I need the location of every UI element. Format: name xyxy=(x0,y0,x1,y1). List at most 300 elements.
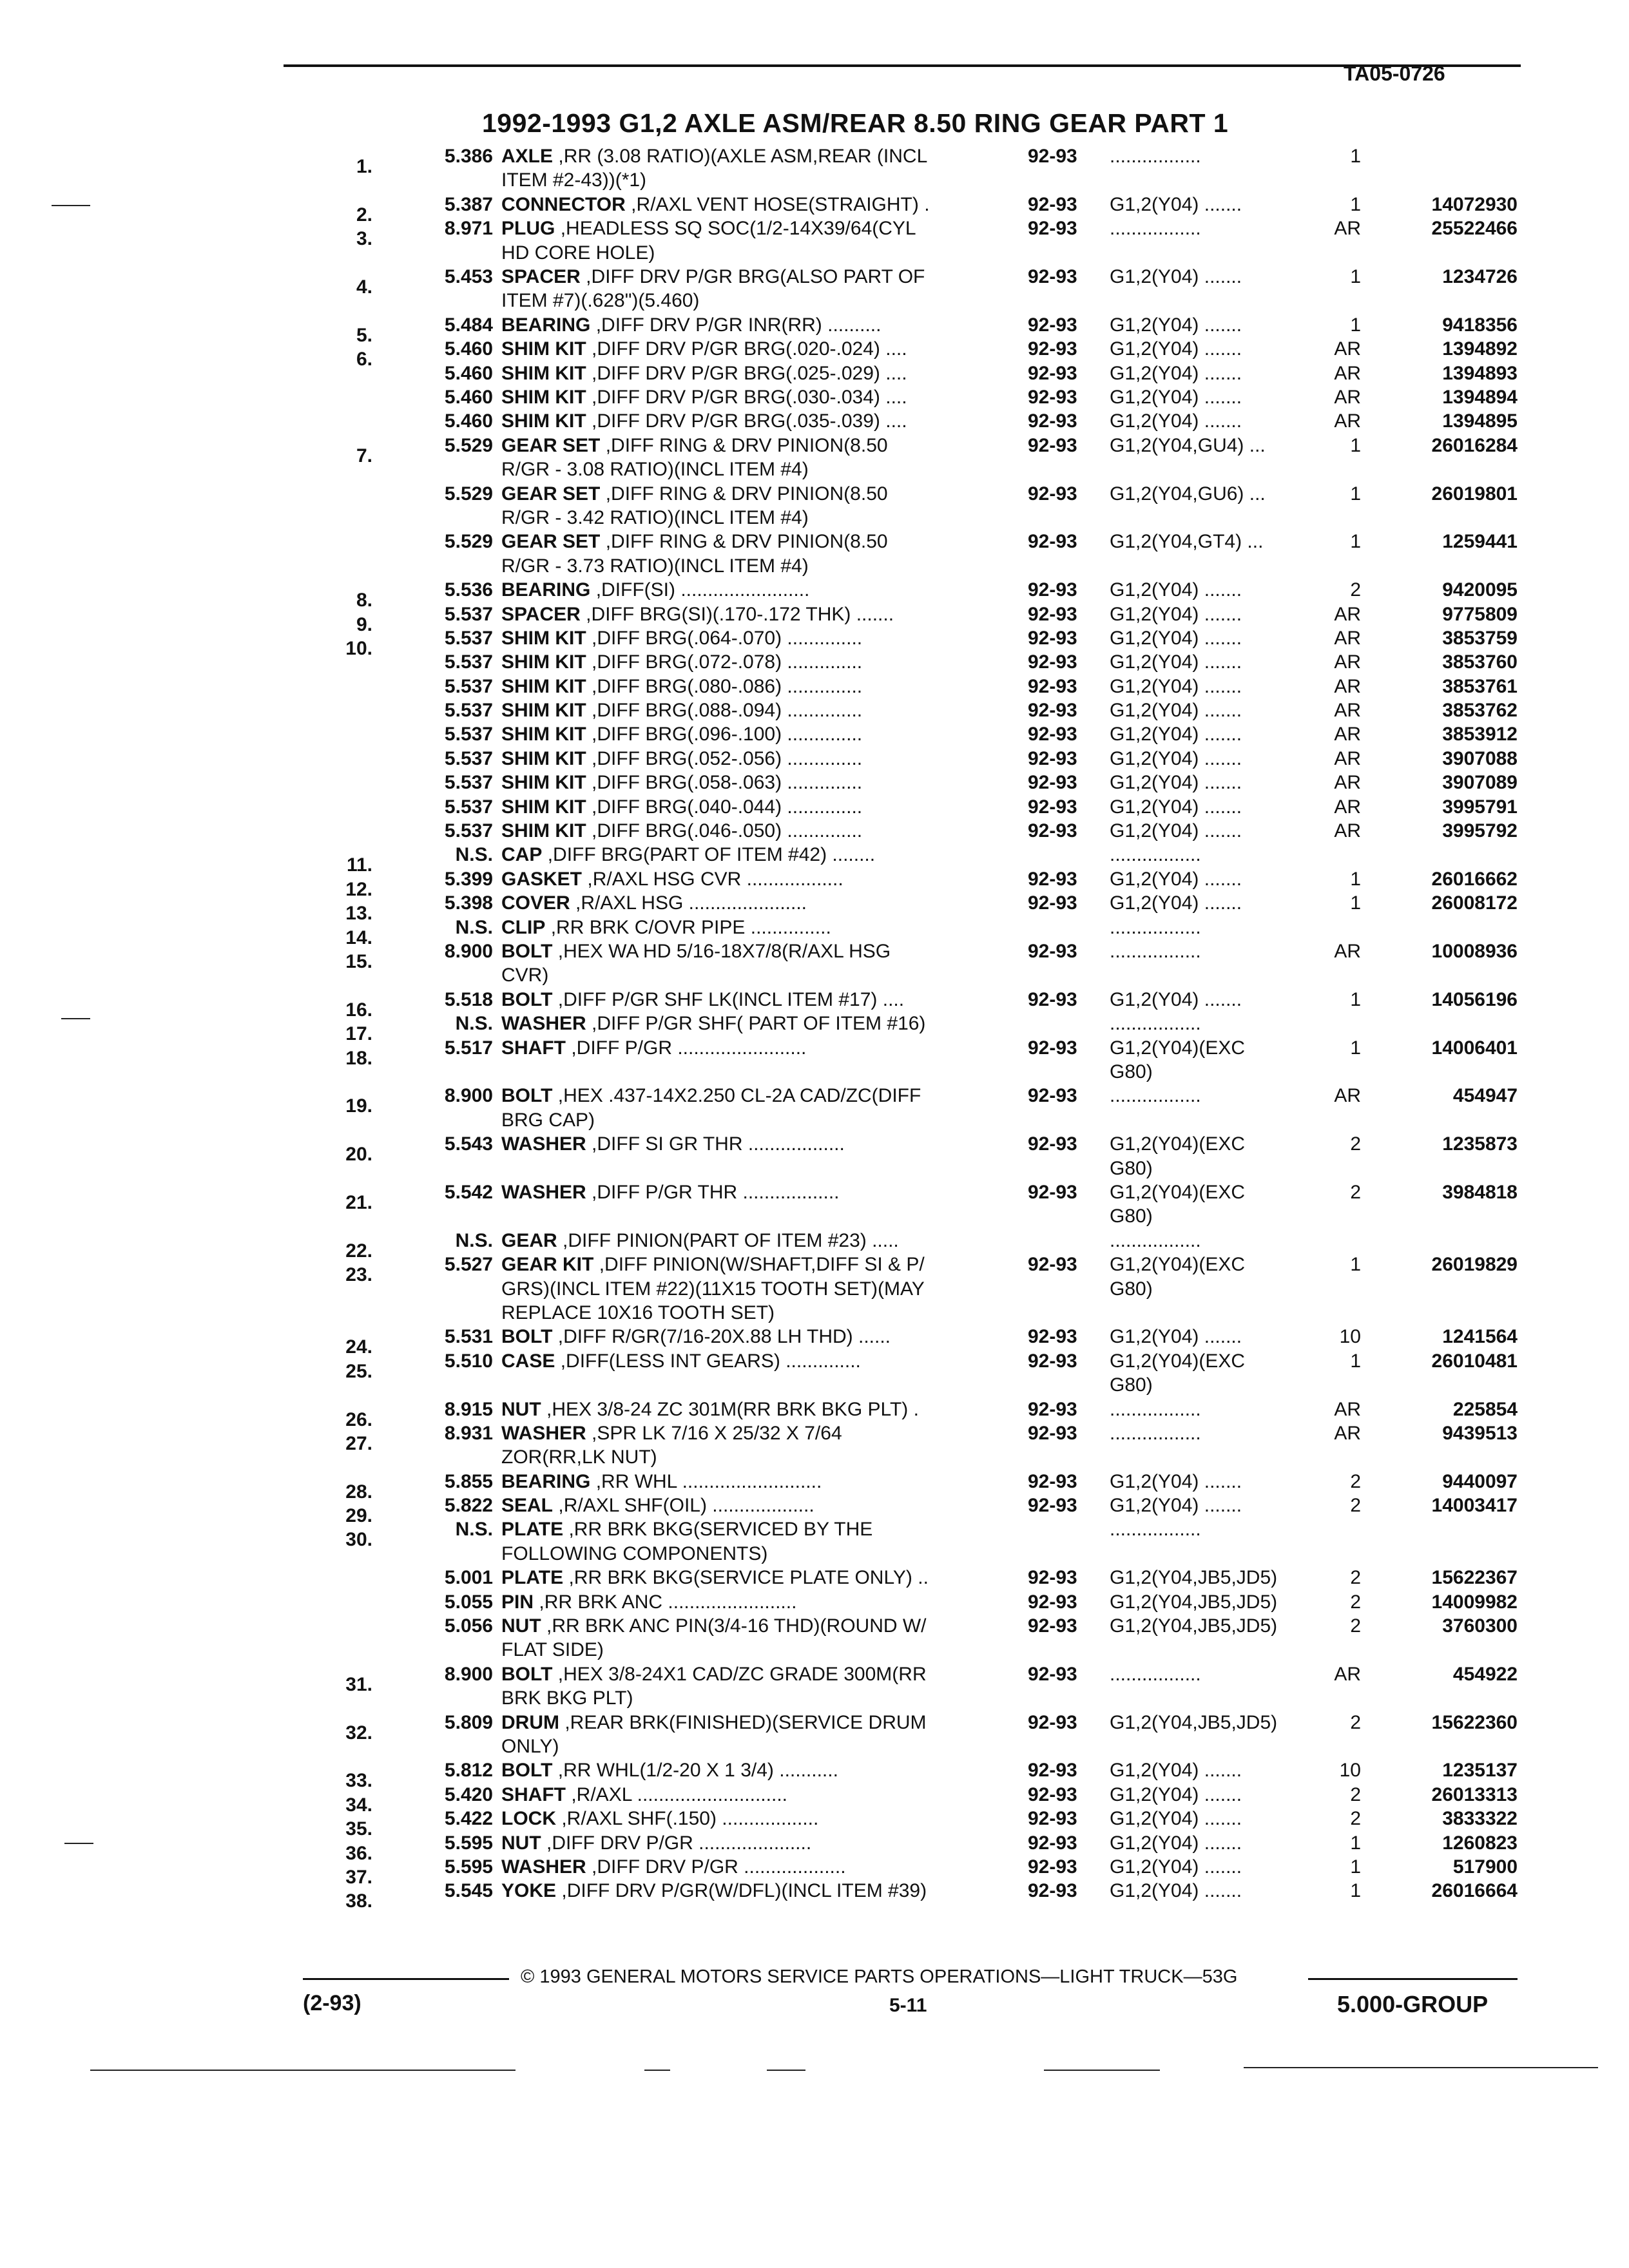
application: ................. xyxy=(1110,1229,1201,1251)
item-number: 24. xyxy=(345,1336,372,1358)
quantity: 1 xyxy=(1350,531,1361,553)
part-description: ,DIFF DRV P/GR BRG(.035-.039) .... xyxy=(592,410,907,432)
group-number: 5.543 xyxy=(444,1133,493,1155)
group-number: 5.537 xyxy=(444,603,493,625)
scan-mark xyxy=(1244,2067,1598,2068)
scan-mark xyxy=(64,1843,93,1844)
item-number: 3. xyxy=(356,228,372,250)
part-number: 225854 xyxy=(1452,1398,1518,1420)
item-number: 29. xyxy=(345,1505,372,1527)
application: G1,2(Y04,JB5,JD5) xyxy=(1110,1615,1278,1637)
part-description: ,DIFF P/GR THR .................. xyxy=(592,1181,840,1203)
part-number: 517900 xyxy=(1452,1856,1518,1878)
parts-row xyxy=(0,313,1629,346)
part-description: ,RR (3.08 RATIO)(AXLE ASM,REAR (INCL ITEM #2-43))(*1) xyxy=(501,146,928,191)
part-name: AXLE xyxy=(501,146,554,167)
part-name: SHIM KIT xyxy=(501,410,586,432)
description xyxy=(501,1662,1022,1711)
item-number: 34. xyxy=(345,1794,372,1816)
description xyxy=(501,337,1022,361)
quantity: 1 xyxy=(1350,314,1361,336)
application: G1,2(Y04,JB5,JD5) xyxy=(1110,1567,1278,1589)
description xyxy=(501,1855,1022,1879)
description xyxy=(501,409,1022,433)
group-number: 8.915 xyxy=(444,1398,493,1420)
part-number: 1394892 xyxy=(1442,338,1518,360)
application: G1,2(Y04) ....... xyxy=(1110,1326,1242,1348)
parts-row xyxy=(0,698,1629,722)
scan-mark xyxy=(90,2070,516,2071)
quantity: 1 xyxy=(1350,434,1361,456)
quantity: 1 xyxy=(1350,1856,1361,1878)
part-name: PLUG xyxy=(501,218,555,240)
part-name: SHAFT xyxy=(501,1037,566,1059)
part-number: 454947 xyxy=(1452,1085,1518,1107)
parts-row xyxy=(0,482,1629,530)
part-number: 26013313 xyxy=(1431,1783,1518,1805)
description xyxy=(501,675,1022,698)
page-number: 5-11 xyxy=(889,1995,927,2016)
parts-row xyxy=(0,1517,1629,1566)
application: G1,2(Y04) ....... xyxy=(1110,1880,1242,1902)
footer-rule-right xyxy=(1308,1978,1518,1980)
item-number: 36. xyxy=(345,1842,372,1864)
parts-row xyxy=(0,675,1629,698)
quantity: AR xyxy=(1334,796,1361,818)
parts-row xyxy=(0,1711,1629,1759)
years: 92-93 xyxy=(1028,1880,1077,1902)
scan-mark xyxy=(61,1018,90,1019)
item-number: 37. xyxy=(345,1867,372,1888)
part-number: 25522466 xyxy=(1431,218,1518,240)
scan-mark xyxy=(767,2070,805,2071)
part-name: WASHER xyxy=(501,1181,586,1203)
application: G1,2(Y04) ....... xyxy=(1110,265,1242,287)
part-number: 15622367 xyxy=(1431,1567,1518,1589)
part-name: GEAR SET xyxy=(501,531,601,553)
part-number: 454922 xyxy=(1452,1663,1518,1685)
parts-row xyxy=(0,988,1629,1021)
part-name: BOLT xyxy=(501,1760,553,1782)
part-description: ,DIFF DRV P/GR BRG(.025-.029) .... xyxy=(592,362,907,384)
years: 92-93 xyxy=(1028,627,1077,649)
item-number: 14. xyxy=(345,927,372,948)
parts-row xyxy=(0,409,1629,433)
part-number: 1394895 xyxy=(1442,410,1518,432)
part-name: SHIM KIT xyxy=(501,338,586,360)
item-number: 16. xyxy=(345,999,372,1021)
group-number: 5.537 xyxy=(444,724,493,745)
part-name: BEARING xyxy=(501,314,591,336)
part-name: SHIM KIT xyxy=(501,796,586,818)
application: G1,2(Y04) ....... xyxy=(1110,1760,1242,1782)
item-number: 21. xyxy=(345,1191,372,1213)
years: 92-93 xyxy=(1028,940,1077,962)
years: 92-93 xyxy=(1028,410,1077,432)
years: 92-93 xyxy=(1028,314,1077,336)
part-description: ,DIFF DRV P/GR ................... xyxy=(592,1856,846,1878)
group-number: N.S. xyxy=(455,844,493,866)
years: 92-93 xyxy=(1028,1133,1077,1155)
part-number: 1234726 xyxy=(1442,265,1518,287)
group-number: 5.537 xyxy=(444,820,493,842)
quantity: 10 xyxy=(1339,1326,1361,1348)
group-number: 8.900 xyxy=(444,1663,493,1685)
quantity: 1 xyxy=(1350,483,1361,505)
group-number: 5.399 xyxy=(444,868,493,890)
part-description: ,R/AXL HSG ...................... xyxy=(575,892,807,914)
part-description: ,RR BRK BKG(SERVICED BY THE FOLLOWING COMPONENTS) xyxy=(501,1519,873,1564)
description xyxy=(501,1566,1022,1590)
part-description: ,DIFF BRG(.064-.070) .............. xyxy=(592,627,863,649)
description xyxy=(501,1494,1022,1517)
years: 92-93 xyxy=(1028,747,1077,769)
description xyxy=(501,1614,1022,1662)
quantity: 1 xyxy=(1350,1880,1361,1902)
description xyxy=(501,747,1022,771)
parts-row xyxy=(0,216,1629,265)
description xyxy=(501,626,1022,650)
description xyxy=(501,891,1022,915)
group-label: 5.000-GROUP xyxy=(1337,1991,1489,2017)
part-number: 14003417 xyxy=(1431,1495,1518,1517)
part-number: 9439513 xyxy=(1442,1422,1518,1444)
quantity: AR xyxy=(1334,386,1361,408)
copyright-line: © 1993 GENERAL MOTORS SERVICE PARTS OPERATIONS—LIGHT TRUCK—53G xyxy=(521,1966,1238,1987)
quantity: 2 xyxy=(1350,1711,1361,1733)
part-number: 14056196 xyxy=(1431,988,1518,1010)
description xyxy=(501,602,1022,626)
scan-mark xyxy=(644,2070,670,2071)
part-number: 9420095 xyxy=(1442,579,1518,601)
quantity: AR xyxy=(1334,747,1361,769)
part-name: BOLT xyxy=(501,940,553,962)
parts-row xyxy=(0,1084,1629,1132)
years: 92-93 xyxy=(1028,892,1077,914)
item-number: 8. xyxy=(356,590,372,611)
part-number: 1394894 xyxy=(1442,386,1518,408)
quantity: 10 xyxy=(1339,1760,1361,1782)
group-number: 5.537 xyxy=(444,796,493,818)
item-number: 18. xyxy=(345,1047,372,1069)
part-name: SHIM KIT xyxy=(501,362,586,384)
years: 92-93 xyxy=(1028,531,1077,553)
part-number: 26019829 xyxy=(1431,1254,1518,1276)
quantity: AR xyxy=(1334,724,1361,745)
quantity: 1 xyxy=(1350,1350,1361,1372)
part-number: 1241564 xyxy=(1442,1326,1518,1348)
part-name: GEAR xyxy=(501,1229,557,1251)
description xyxy=(501,482,1022,530)
part-name: CONNECTOR xyxy=(501,193,626,215)
application: ................. xyxy=(1110,1398,1201,1420)
part-number: 14072930 xyxy=(1431,193,1518,215)
document-id: TA05-0726 xyxy=(1344,62,1445,85)
description xyxy=(501,843,1022,867)
years: 92-93 xyxy=(1028,1783,1077,1805)
years: 92-93 xyxy=(1028,1808,1077,1830)
part-name: PLATE xyxy=(501,1567,564,1589)
part-description: ,DIFF DRV P/GR ..................... xyxy=(546,1832,812,1854)
part-number: 9418356 xyxy=(1442,314,1518,336)
quantity: AR xyxy=(1334,362,1361,384)
years: 92-93 xyxy=(1028,675,1077,697)
item-number: 32. xyxy=(345,1722,372,1744)
part-name: NUT xyxy=(501,1832,541,1854)
part-name: PIN xyxy=(501,1591,534,1613)
parts-row xyxy=(0,1349,1629,1398)
part-description: ,R/AXL SHF(OIL) ................... xyxy=(558,1495,815,1517)
application: G1,2(Y04,GU6) ... xyxy=(1110,483,1266,505)
application: G1,2(Y04) ....... xyxy=(1110,988,1242,1010)
item-number: 17. xyxy=(345,1023,372,1045)
part-name: NUT xyxy=(501,1398,541,1420)
part-name: SHIM KIT xyxy=(501,386,586,408)
group-number: 5.527 xyxy=(444,1254,493,1276)
part-name: WASHER xyxy=(501,1856,586,1878)
group-number: 5.537 xyxy=(444,700,493,722)
group-number: N.S. xyxy=(455,1013,493,1035)
years: 92-93 xyxy=(1028,1760,1077,1782)
years: 92-93 xyxy=(1028,338,1077,360)
quantity: AR xyxy=(1334,675,1361,697)
description xyxy=(501,1398,1022,1421)
years: 92-93 xyxy=(1028,651,1077,673)
application: ................. xyxy=(1110,1663,1201,1685)
group-number: 5.056 xyxy=(444,1615,493,1637)
part-description: ,DIFF PINION(W/SHAFT,DIFF SI & P/ GRS)(INCL ITEM #22)(11X15 TOOTH SET)(MAY REPLACE 10X16 TOOTH SET) xyxy=(501,1254,925,1323)
part-name: SHIM KIT xyxy=(501,627,586,649)
parts-row xyxy=(0,578,1629,611)
group-number: 5.518 xyxy=(444,988,493,1010)
part-number: 26016662 xyxy=(1431,868,1518,890)
parts-row xyxy=(0,193,1629,226)
group-number: 8.931 xyxy=(444,1422,493,1444)
part-number: 1235873 xyxy=(1442,1133,1518,1155)
years: 92-93 xyxy=(1028,1591,1077,1613)
group-number: N.S. xyxy=(455,1519,493,1541)
part-description: ,DIFF BRG(.096-.100) .............. xyxy=(592,724,863,745)
application: G1,2(Y04) ....... xyxy=(1110,338,1242,360)
parts-row xyxy=(0,1879,1629,1912)
part-description: ,RR BRK ANC PIN(3/4-16 THD)(ROUND W/ FLAT SIDE) xyxy=(501,1615,927,1661)
years: 92-93 xyxy=(1028,1422,1077,1444)
description xyxy=(501,1758,1022,1782)
application: G1,2(Y04) ....... xyxy=(1110,603,1242,625)
part-name: PLATE xyxy=(501,1519,564,1541)
years: 92-93 xyxy=(1028,868,1077,890)
quantity: 2 xyxy=(1350,1615,1361,1637)
years: 92-93 xyxy=(1028,724,1077,745)
part-description: ,HEX 3/8-24 ZC 301M(RR BRK BKG PLT) . xyxy=(546,1398,919,1420)
years: 92-93 xyxy=(1028,988,1077,1010)
description xyxy=(501,1879,1022,1903)
parts-row xyxy=(0,530,1629,578)
part-number: 26016664 xyxy=(1431,1880,1518,1902)
quantity: 2 xyxy=(1350,1470,1361,1492)
group-number: 5.453 xyxy=(444,265,493,287)
item-number: 33. xyxy=(345,1770,372,1792)
group-number: N.S. xyxy=(455,1229,493,1251)
part-number: 3907088 xyxy=(1442,747,1518,769)
part-name: SHIM KIT xyxy=(501,772,586,794)
description xyxy=(501,1229,1022,1253)
part-number: 14009982 xyxy=(1431,1591,1518,1613)
parts-row xyxy=(0,843,1629,876)
description xyxy=(501,216,1022,265)
group-number: 5.595 xyxy=(444,1856,493,1878)
application: G1,2(Y04,GU4) ... xyxy=(1110,434,1266,456)
item-number: 31. xyxy=(345,1673,372,1695)
part-number: 3760300 xyxy=(1442,1615,1518,1637)
group-number: 5.855 xyxy=(444,1470,493,1492)
part-description: ,DIFF DRV P/GR BRG(ALSO PART OF ITEM #7)(.628")(5.460) xyxy=(501,265,925,312)
part-name: SHIM KIT xyxy=(501,675,586,697)
application: G1,2(Y04,JB5,JD5) xyxy=(1110,1591,1278,1613)
part-description: ,R/AXL ............................ xyxy=(571,1783,787,1805)
part-number: 3853912 xyxy=(1442,724,1518,745)
years: 92-93 xyxy=(1028,579,1077,601)
quantity: AR xyxy=(1334,651,1361,673)
part-name: BOLT xyxy=(501,1663,553,1685)
description xyxy=(501,1470,1022,1494)
part-name: GEAR KIT xyxy=(501,1254,594,1276)
part-description: ,RR WHL(1/2-20 X 1 3/4) ........... xyxy=(557,1760,838,1782)
parts-row xyxy=(0,771,1629,794)
group-number: N.S. xyxy=(455,916,493,938)
group-number: 5.537 xyxy=(444,627,493,649)
application: G1,2(Y04) ....... xyxy=(1110,796,1242,818)
application: G1,2(Y04) ....... xyxy=(1110,772,1242,794)
quantity: 2 xyxy=(1350,1591,1361,1613)
page-title: 1992-1993 G1,2 AXLE ASM/REAR 8.50 RING GEAR PART 1 xyxy=(482,108,1229,138)
description xyxy=(501,867,1022,891)
part-name: BEARING xyxy=(501,579,591,601)
part-description: ,HEX .437-14X2.250 CL-2A CAD/ZC(DIFF BRG CAP) xyxy=(501,1085,921,1131)
description xyxy=(501,698,1022,722)
parts-row xyxy=(0,1398,1629,1430)
application: ................. xyxy=(1110,844,1201,866)
years: 92-93 xyxy=(1028,434,1077,456)
description xyxy=(501,1517,1022,1566)
application: G1,2(Y04) ....... xyxy=(1110,579,1242,601)
years: 92-93 xyxy=(1028,1711,1077,1733)
description xyxy=(501,1349,1022,1373)
quantity: 2 xyxy=(1350,1808,1361,1830)
group-number: 5.536 xyxy=(444,579,493,601)
part-number: 15622360 xyxy=(1431,1711,1518,1733)
group-number: 5.510 xyxy=(444,1350,493,1372)
top-rule xyxy=(284,64,1521,67)
part-number: 10008936 xyxy=(1431,940,1518,962)
years: 92-93 xyxy=(1028,1326,1077,1348)
application: G1,2(Y04) ....... xyxy=(1110,724,1242,745)
group-number: 5.529 xyxy=(444,531,493,553)
group-number: 5.055 xyxy=(444,1591,493,1613)
group-number: 5.387 xyxy=(444,193,493,215)
part-description: ,R/AXL VENT HOSE(STRAIGHT) . xyxy=(631,193,930,215)
part-name: WASHER xyxy=(501,1133,586,1155)
parts-row xyxy=(0,1180,1629,1229)
application: G1,2(Y04) ....... xyxy=(1110,675,1242,697)
parts-row xyxy=(0,1036,1629,1084)
description xyxy=(501,939,1022,988)
part-description: ,DIFF P/GR SHF LK(INCL ITEM #17) .... xyxy=(557,988,905,1010)
part-description: ,DIFF BRG(PART OF ITEM #42) ........ xyxy=(547,844,876,866)
parts-row xyxy=(0,361,1629,385)
description xyxy=(501,361,1022,385)
group-number: 5.386 xyxy=(444,146,493,167)
part-number: 3853762 xyxy=(1442,700,1518,722)
part-name: CASE xyxy=(501,1350,555,1372)
description xyxy=(501,1831,1022,1855)
years: 92-93 xyxy=(1028,218,1077,240)
description xyxy=(501,1807,1022,1831)
part-number: 3853759 xyxy=(1442,627,1518,649)
years: 92-93 xyxy=(1028,1037,1077,1059)
item-number: 4. xyxy=(356,276,372,298)
application: G1,2(Y04)(EXC G80) xyxy=(1110,1181,1246,1227)
parts-row xyxy=(0,891,1629,925)
quantity: AR xyxy=(1334,772,1361,794)
part-name: WASHER xyxy=(501,1422,586,1444)
scan-mark xyxy=(1044,2070,1160,2071)
part-name: LOCK xyxy=(501,1808,556,1830)
group-number: 5.420 xyxy=(444,1783,493,1805)
years: 92-93 xyxy=(1028,1181,1077,1203)
group-number: 5.001 xyxy=(444,1567,493,1589)
item-number: 9. xyxy=(356,613,372,635)
parts-row xyxy=(0,1831,1629,1864)
quantity: 1 xyxy=(1350,1832,1361,1854)
description xyxy=(501,1590,1022,1614)
group-number: 5.460 xyxy=(444,410,493,432)
footer-date: (2-93) xyxy=(303,1991,361,2015)
part-number: 26010481 xyxy=(1431,1350,1518,1372)
group-number: 5.537 xyxy=(444,747,493,769)
parts-row xyxy=(0,1325,1629,1358)
part-description: ,R/AXL HSG CVR .................. xyxy=(587,868,843,890)
application: G1,2(Y04,JB5,JD5) xyxy=(1110,1711,1278,1733)
description xyxy=(501,1036,1022,1060)
quantity: AR xyxy=(1334,410,1361,432)
application: G1,2(Y04)(EXC G80) xyxy=(1110,1254,1246,1300)
part-number: 3995792 xyxy=(1442,820,1518,842)
part-name: BOLT xyxy=(501,1326,553,1348)
years: 92-93 xyxy=(1028,1254,1077,1276)
group-number: 5.529 xyxy=(444,434,493,456)
part-description: ,DIFF BRG(.072-.078) .............. xyxy=(592,651,863,673)
part-name: GEAR SET xyxy=(501,434,601,456)
quantity: 1 xyxy=(1350,892,1361,914)
item-number: 6. xyxy=(356,349,372,370)
parts-row xyxy=(0,1566,1629,1590)
part-name: GASKET xyxy=(501,868,583,890)
parts-row xyxy=(0,1614,1629,1662)
part-description: ,DIFF BRG(.040-.044) .............. xyxy=(592,796,863,818)
parts-row xyxy=(0,434,1629,482)
part-description: ,DIFF BRG(.080-.086) .............. xyxy=(592,675,863,697)
parts-row xyxy=(0,819,1629,843)
item-number: 1. xyxy=(356,156,372,177)
parts-row xyxy=(0,916,1629,948)
part-name: CLIP xyxy=(501,916,546,938)
years: 92-93 xyxy=(1028,1085,1077,1107)
group-number: 8.900 xyxy=(444,940,493,962)
parts-row xyxy=(0,337,1629,370)
item-number: 10. xyxy=(345,637,372,659)
group-number: 5.531 xyxy=(444,1326,493,1348)
